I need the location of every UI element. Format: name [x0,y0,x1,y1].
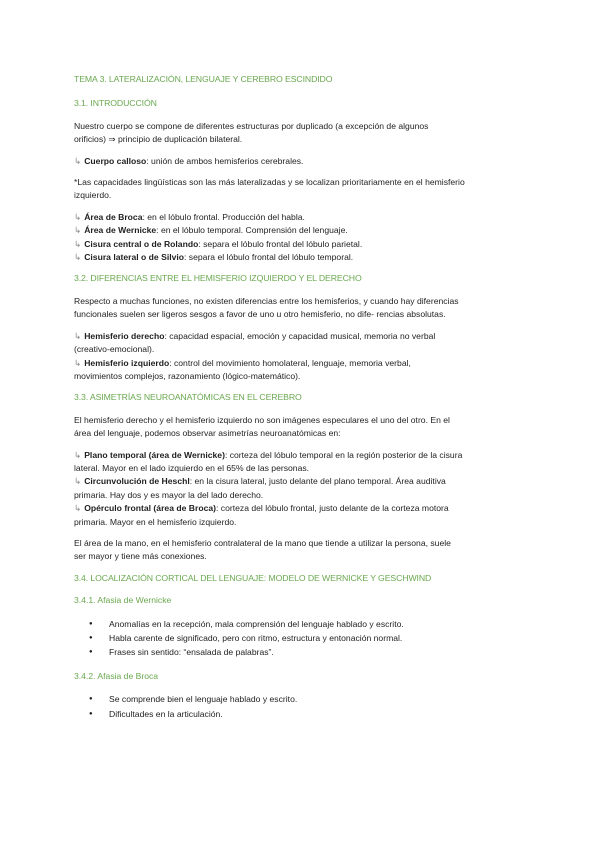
term: Hemisferio derecho [84,330,165,341]
term: Hemisferio izquierdo [84,357,170,368]
definition: : en el lóbulo frontal. Producción del habla. [142,211,305,222]
list-item: ● Frases sin sentido: “ensalada de palabras”. [89,645,530,659]
document-title: TEMA 3. LATERALIZACIÓN, LENGUAJE Y CEREBRO ESCINDIDO [74,74,333,84]
paragraph-line: El hemisferio derecho y el hemisferio izquierdo no son imágenes especulares el uno del otro. En el [74,414,450,425]
intro-line: orificios) ⇒ principio de duplicación bilateral. [74,134,243,145]
paragraph [74,537,530,564]
section-heading-3-4: 3.4. LOCALIZACIÓN CORTICAL DEL LENGUAJE: MODELO DE WERNICKE Y GESCHWIND [74,572,432,583]
section-heading-3-3: 3.3. ASIMETRÍAS NEUROANATÓMICAS EN EL CEREBRO [74,392,302,403]
definition: : capacidad espacial, emoción y capacidad musical, memoria no verbal [164,330,436,341]
arrow-icon: ↳ [74,449,82,460]
subsection-heading-3-4-2: 3.4.2. Afasia de Broca [74,670,159,681]
intro-line: Nuestro cuerpo se compone de diferentes estructuras por duplicado (a excepción de algunos [74,120,429,131]
section-heading-3-1: 3.1. INTRODUCCIÓN [74,98,157,109]
arrow-icon: ↳ [74,503,82,514]
list-item [74,357,530,370]
paragraph-line: El área de la mano, en el hemisferio contralateral de la mano que tiende a utilizar la persona, suele [74,537,451,548]
paragraph-line: área del lenguaje, podemos observar asimetrías neuroanatómicas en: [74,428,341,439]
subsection-heading-3-4-1: 3.4.1. Afasia de Wernicke [74,595,172,606]
list-item: ● Se comprende bien el lenguaje hablado y escrito. [89,692,530,706]
definition: : separa el lóbulo frontal del lóbulo parietal. [198,238,363,249]
definition: : corteza del lóbulo frontal, justo delante de la corteza motora [216,503,449,514]
paragraph-line: funcionales suelen ser ligeros sesgos a favor de uno u otro hemisferio, no dife- rencias absolutas. [74,309,446,320]
definition: : corteza del lóbulo temporal en la región posterior de la cisura [224,449,463,460]
list-item [74,449,530,462]
asymmetries-list [74,449,530,529]
term: Circunvolución de Heschl [84,476,190,487]
list-item-continuation: lateral. Mayor en el lado izquierdo en el 65% de las personas. [74,462,310,473]
arrow-icon: ↳ [74,357,82,368]
list-item [74,251,530,264]
arrow-icon: ↳ [74,252,82,263]
definition: : en la cisura lateral, justo delante del plano temporal. Área auditiva [189,476,446,487]
note-paragraph [74,176,530,203]
note-line: izquierdo. [74,190,112,201]
wernicke-aphasia-list [74,617,530,660]
corpus-callosum-item [74,155,530,168]
arrow-icon: ↳ [74,225,82,236]
term: Opérculo frontal (área de Broca) [84,503,217,514]
list-item-continuation: primaria. Mayor en el hemisferio izquierdo. [74,516,237,527]
term: Área de Wernicke [84,225,157,236]
paragraph [74,414,530,441]
term: Cisura central o de Rolando [84,238,199,249]
note-line: *Las capacidades lingüísticas son las más lateralizadas y se localizan prioritariamente en el hemisferio [74,177,465,188]
list-item [74,211,530,224]
list-item [74,475,530,488]
definition: : separa el lóbulo frontal del lóbulo temporal. [184,252,354,263]
paragraph-line: Respecto a muchas funciones, no existen diferencias entre los hemisferios, y cuando hay diferencias [74,295,459,306]
definition: : control del movimiento homolateral, lenguaje, memoria verbal, [169,357,411,368]
list-item-continuation: (creativo-emocional). [74,344,155,355]
section-heading-3-2: 3.2. DIFERENCIAS ENTRE EL HEMISFERIO IZQUIERDO Y EL DERECHO [74,273,362,284]
term: Cisura lateral o de Silvio [84,252,185,263]
term: Plano temporal (área de Wernicke) [84,449,225,460]
intro-paragraph [74,120,530,147]
list-item: ● Anomalías en la recepción, mala comprensión del lenguaje hablado y escrito. [89,617,530,631]
list-item-continuation: movimientos complejos, razonamiento (lógico-matemático). [74,370,301,381]
paragraph-line: ser mayor y tiene más conexiones. [74,551,207,562]
hemispheres-list [74,330,530,384]
paragraph [74,295,530,322]
list-item [74,330,530,343]
arrow-icon: ↳ [74,476,82,487]
arrow-icon: ↳ [74,238,82,249]
arrow-icon: ↳ [74,155,82,166]
broca-aphasia-list [74,692,530,721]
definition: : en el lóbulo temporal. Comprensión del lenguaje. [156,225,348,236]
term: Cuerpo calloso [84,155,147,166]
arrow-icon: ↳ [74,330,82,341]
term: Área de Broca [84,211,143,222]
list-item-continuation: primaria. Hay dos y es mayor la del lado derecho. [74,489,264,500]
list-item: ● Habla carente de significado, pero con ritmo, estructura y entonación normal. [89,631,530,645]
arrow-icon: ↳ [74,211,82,222]
list-item [74,502,530,515]
list-item [74,238,530,251]
list-item [74,224,530,237]
list-item: ● Dificultades en la articulación. [89,707,530,721]
definition: : unión de ambos hemisferios cerebrales. [146,155,304,166]
brain-areas-list [74,211,530,265]
